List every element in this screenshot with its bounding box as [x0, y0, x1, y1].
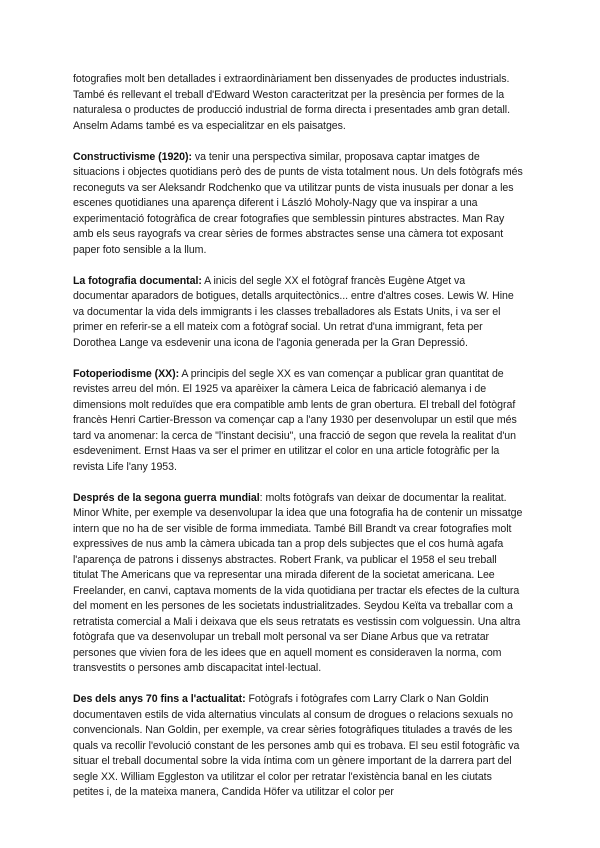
paragraph-text: A principis del segle XX es van començar a publicar gran quantitat de revistes arreu del món. El 1925 va aparèixer la càmera Leica de fabricació alemanya i de dimensions molt reduïdes que era compatible amb lents de gran obertura. El treball del fotògraf francès Henri Cartier-Bresson va començar cap a l'any 1930 per desenvolupar un estil que més tard va anomenar: la cerca de "l'instant decisiu", una fracció de segon que revela la realitat d'un esdeveniment. Ernst Haas va ser el primer en utilitzar el color en una article fotogràfic per la revista Life l'any 1953. — [73, 367, 517, 473]
paragraph-text: : molts fotògrafs van deixar de documentar la realitat. Minor White, per exemple va desenvolupar la idea que una fotografia ha de contenir un missatge intern que no ha de ser visible de forma immediata. També Bill Brandt va crear fotografies molt expressives de nus amb la càmera ubicada tan a prop dels subjectes que el cos humà agafa l'aparença de patrons i dissenys abstractes. Robert Frank, va publicar el 1958 el seu treball titulat The Americans que va representar una mirada diferent de la societat americana. Lee Freelander, en canvi, captava moments de la vida quotidiana per tractar els efectes de la cultura del moment en les persones de les societats industrialitzades. Seydou Keïta va treballar com a retratista comercial a Mali i deixava que els seus retratats es vestissin com volguessin. Una altra fotògrafa que va desenvolupar un treball molt personal va ser Diane Arbus que va retratar persones que vivien fora de les idees que en aquell moment es consideraven la norma, com transvestits o persones amb discapacitat intel·lectual. — [73, 491, 523, 674]
paragraph-postguerra — [73, 491, 523, 677]
paragraph-heading: Després de la segona guerra mundial — [73, 491, 260, 504]
paragraph-heading: La fotografia documental: — [73, 274, 202, 287]
paragraph-constructivisme — [73, 150, 523, 259]
document-page — [73, 72, 523, 816]
paragraph-intro — [73, 72, 523, 134]
paragraph-text: fotografies molt ben detallades i extraordinàriament ben dissenyades de productes industrials. També és rellevant el treball d'Edward Weston caracteritzat per la presència per formes de la naturalesa o productes de producció industrial de forma directa i presentades amb gran detall. Anselm Adams també es va especialitzar en els paisatges. — [73, 73, 510, 132]
paragraph-heading: Fotoperiodisme (XX): — [73, 367, 180, 380]
paragraph-fotografia-documental — [73, 274, 523, 352]
paragraph-text: A inicis del segle XX el fotògraf francès Eugène Atget va documentar aparadors de botigues, detalls arquitectònics... entre d'altres coses. Lewis W. Hine va documentar la vida dels immigrants i les classes treballadores als Estats Units, i va ser el primer en referir-se a ell mateix com a fotògraf social. Un retrat d'una immigrant, feta per Dorothea Lange va esdevenir una icona de l'agonia generada per la Gran Depressió. — [73, 274, 514, 349]
paragraph-fotoperiodisme — [73, 367, 523, 476]
paragraph-heading: Constructivisme (1920): — [73, 150, 192, 163]
paragraph-text: va tenir una perspectiva similar, proposava captar imatges de situacions i objectes quotidians però des de punts de vista totalment nous. Un dels fotògrafs més reconeguts va ser Aleksandr Rodchenko que va utilitzar punts de vista inusuals per donar a les escenes quotidianes una aparença diferent i László Moholy-Nagy que va inspirar a una experimentació fotogràfica de crear fotografies que semblessin pintures abstractes. Man Ray amb els seus rayografs va crear sèries de formes abstractes sense una càmera tot exposant paper foto sensible a la llum. — [73, 150, 523, 256]
paragraph-heading: Des dels anys 70 fins a l'actualitat: — [73, 693, 246, 705]
paragraph-text: Fotògrafs i fotògrafes com Larry Clark o Nan Goldin documentaven estils de vida alternatius vinculats al consum de drogues o relacions sexuals no convencionals. Nan Goldin, per exemple, va crear sèries fotogràfiques titulades a través de les quals va recollir l'evolució constant de les persones amb qui es trobava. El seu estil fotogràfic va situar el treball documental sobre la vida íntima com un gènere important de la darrera part del segle XX. William Eggleston va utilitzar el color per retratar l'existència banal en les ciutats petites i, de la mateixa manera, Candida Höfer va utilitzar el color per — [73, 693, 520, 798]
paragraph-anys-70 — [73, 692, 523, 801]
